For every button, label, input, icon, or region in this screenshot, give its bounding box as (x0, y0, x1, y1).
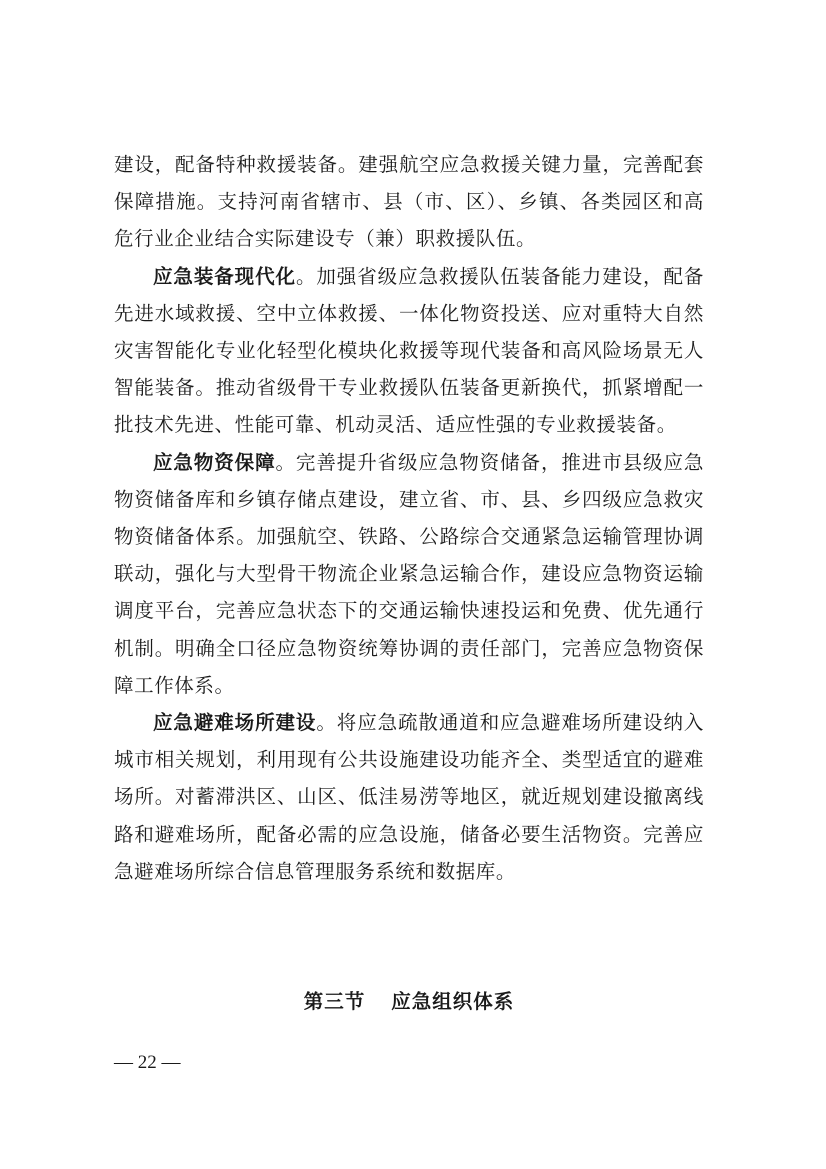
paragraph-equipment-modernization (114, 258, 704, 444)
section-title-text: 应急组织体系 (391, 990, 515, 1013)
paragraph-continued (114, 146, 704, 258)
page-number: — 22 — (114, 1052, 181, 1073)
paragraph-text: 建设，配备特种救援装备。建强航空应急救援关键力量，完善配套保障措施。支持河南省辖市、县（市、区）、乡镇、各类园区和高危行业企业结合实际建设专（兼）职救援队伍。 (114, 153, 704, 251)
paragraph-text: 。完善提升省级应急物资储备，推进市县级应急物资储备库和乡镇存储点建设，建立省、市、县、乡四级应急救灾物资储备体系。加强航空、铁路、公路综合交通紧急运输管理协调联动，强化与大型骨干物流企业紧急运输合作，建设应急物资运输调度平台，完善应急状态下的交通运输快速投运和免费、优先通行机制。明确全口径应急物资统筹协调的责任部门，完善应急物资保障工作体系。 (114, 450, 704, 697)
paragraph-lead: 应急避难场所建设 (153, 711, 317, 735)
paragraph-text: 。将应急疏散通道和应急避难场所建设纳入城市相关规划，利用现有公共设施建设功能齐全、类型适宜的避难场所。对蓄滞洪区、山区、低洼易涝等地区，就近规划建设撤离线路和避难场所，配备必需的应急设施，储备必要生活物资。完善应急避难场所综合信息管理服务系统和数据库。 (114, 711, 704, 883)
paragraph-lead: 应急物资保障 (153, 450, 276, 474)
section-heading (114, 986, 704, 1014)
section-number: 第三节 (303, 990, 366, 1013)
paragraph-lead: 应急装备现代化 (153, 264, 296, 288)
body-text (114, 146, 704, 890)
paragraph-text: 。加强省级应急救援队伍装备能力建设，配备先进水域救援、空中立体救援、一体化物资投送、应对重特大自然灾害智能化专业化轻型化模块化救援等现代装备和高风险场景无人智能装备。推动省级骨干专业救援队伍装备更新换代，抓紧增配一批技术先进、性能可靠、机动灵活、适应性强的专业救援装备。 (114, 264, 704, 437)
paragraph-shelter-construction (114, 704, 704, 890)
paragraph-materials-supply (114, 444, 704, 704)
